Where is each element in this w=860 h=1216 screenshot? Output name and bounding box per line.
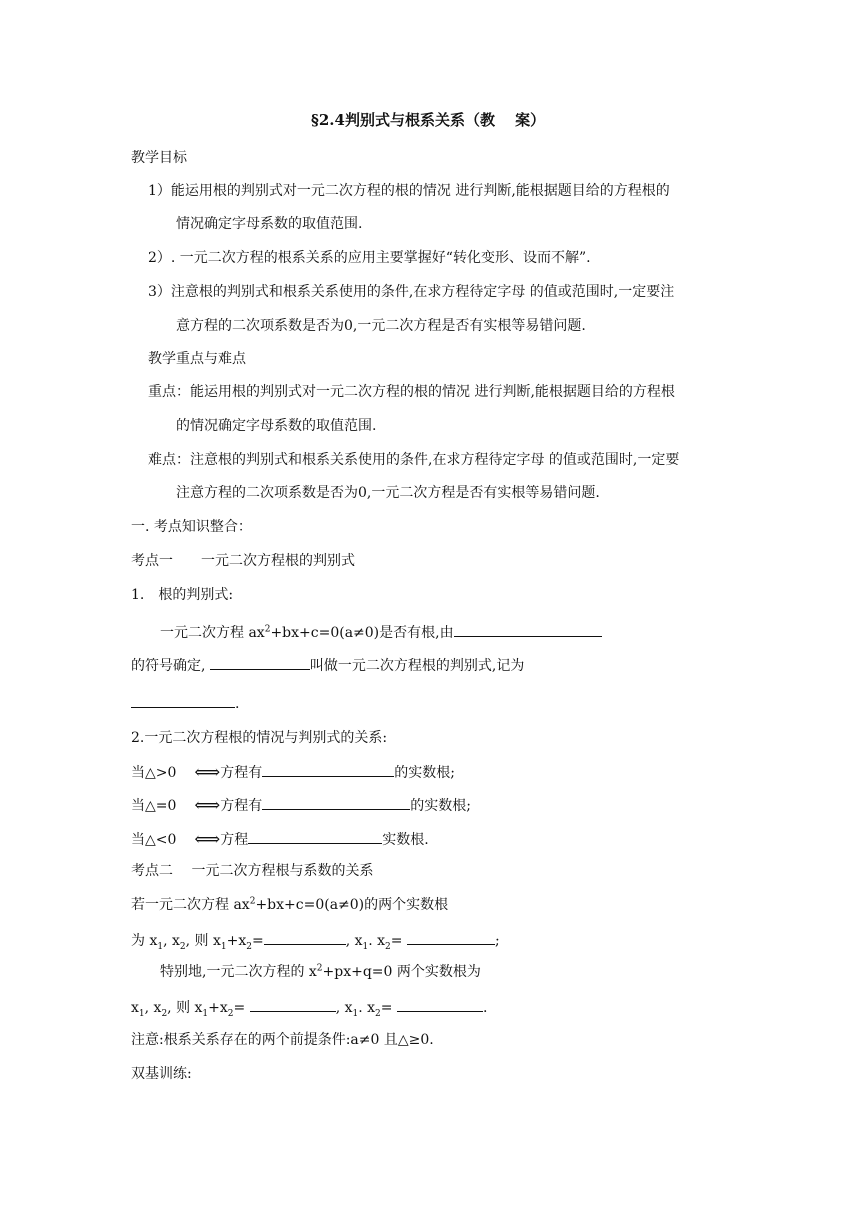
fill-blank[interactable] [248,829,382,844]
fill-blank[interactable] [397,997,483,1012]
kp2-l4-end: . [482,1000,488,1016]
focus-heading: 教学重点与难点 [148,351,246,367]
case2-text: 方程有 [220,798,263,814]
kp2-l2-f: , x [345,933,363,949]
kp2-l1-sup: 2 [249,896,256,907]
case-positive [131,762,455,782]
kp2-heading: 考点二 一元二次方程根与系数的关系 [131,863,374,879]
case2-end: 的实数根; [410,798,471,814]
kp2-l2-e: = [251,933,264,949]
kp1-equation-line [160,622,602,642]
subscript: 2 [227,1008,234,1019]
eq-text-a: 一元二次方程 ax [160,625,265,641]
kp1-heading: 考点一 一元二次方程根的判别式 [131,553,355,569]
goal-3-line-2: 意方程的二次项系数是否为0,一元二次方程是否有实根等易错问题. [176,318,586,334]
kp2-l2-end: ; [494,933,500,949]
kp1-line2 [131,655,524,675]
fill-blank[interactable] [262,795,410,810]
kp2-l1-a: 若一元二次方程 ax [131,897,250,913]
goal-1-line-2: 情况确定字母系数的取值范围. [176,216,363,232]
case3-condition: 当△<0 [131,832,177,848]
goal-1-line-1: 1）能运用根的判别式对一元二次方程的根的情况 进行判断,能根据题目给的方程根的 [148,183,670,199]
case1-end: 的实数根; [394,765,455,781]
fill-blank[interactable] [264,930,346,945]
subscript: 1 [202,1008,209,1019]
key-point-line-1: 重点：能运用根的判别式对一元二次方程的根的情况 进行判断,能根据题目给的方程根 [148,384,675,400]
kp2-line2 [131,930,500,950]
case1-text: 方程有 [220,765,263,781]
difficulty-line-1: 难点：注意根的判别式和根系关系使用的条件,在求方程待定字母 的值或范围时,一定要 [148,452,680,468]
subscript: 1 [138,1008,145,1019]
fill-blank[interactable] [210,655,310,670]
difficulty-line-2: 注意方程的二次项系数是否为0,一元二次方程是否有实根等易错问题. [176,485,600,501]
case3-end: 实数根. [382,832,429,848]
kp2-l4-f: , x [335,1000,353,1016]
case-zero [131,795,471,815]
equivalence-arrow-icon: ⟺ [194,829,221,850]
drill-heading: 双基训练: [131,1066,192,1082]
subscript: 1 [157,941,164,952]
note: 注意:根系关系存在的两个前提条件:a≠0 且△≥0. [131,1032,434,1048]
line2-text-a: 的符号确定, [131,658,206,674]
subscript: 2 [375,1008,381,1019]
kp1-sub2: 2.一元二次方程根的情况与判别式的关系: [131,730,388,746]
fill-blank[interactable] [262,762,394,777]
kp2-l2-g: . x [368,933,386,949]
kp2-line4 [131,997,487,1017]
case-negative [131,829,429,849]
kp2-l2-d: +x [226,933,247,949]
subscript: 2 [246,941,252,952]
kp2-l4-g: . x [358,1000,376,1016]
page-title: §2.4判别式与根系关系（教 案） [311,111,546,129]
kp1-line3 [131,693,239,713]
kp2-l2-c: , 则 x [185,933,221,949]
eq-sup: 2 [264,624,271,635]
kp2-l3-a: 特别地,一元二次方程的 x [160,964,317,980]
line2-text-b: 叫做一元二次方程根的判别式,记为 [309,658,525,674]
kp2-l4-h: = [380,1000,393,1016]
subscript: 2 [179,941,186,952]
key-point-line-2: 的情况确定字母系数的取值范围. [176,418,377,434]
equivalence-arrow-icon: ⟺ [194,762,221,783]
case1-condition: 当△>0 [131,765,177,781]
subscript: 1 [220,941,227,952]
goals-heading: 教学目标 [131,150,187,166]
eq-text-b: +bx+c=0(a≠0)是否有根,由 [270,625,454,641]
kp2-line3 [160,963,481,981]
kp2-l1-b: +bx+c=0(a≠0)的两个实数根 [255,897,449,913]
kp2-l2-a: 为 x [131,933,158,949]
subscript: 2 [385,941,391,952]
kp2-l4-a: x [131,1000,139,1016]
line3-end: . [235,696,240,712]
kp2-l2-b: , x [163,933,180,949]
kp2-l4-d: +x [208,1000,228,1016]
kp2-l3-sup: 2 [316,963,323,974]
subscript: 1 [352,1008,359,1019]
kp2-l4-c: , 则 x [167,1000,203,1016]
kp2-l2-h: = [390,933,403,949]
kp2-line1 [131,896,448,914]
fill-blank[interactable] [131,693,235,708]
fill-blank[interactable] [250,997,336,1012]
kp2-l4-b: , x [144,1000,162,1016]
goal-2: 2）. 一元二次方程的根系关系的应用主要掌握好“转化变形、设而不解”. [148,250,591,266]
section-heading: 一. 考点知识整合： [131,519,252,535]
fill-blank[interactable] [454,622,602,637]
goal-3-line-1: 3）注意根的判别式和根系关系使用的条件,在求方程待定字母 的值或范围时,一定要注 [148,284,675,300]
kp2-l4-e: = [233,1000,246,1016]
subscript: 2 [161,1008,168,1019]
case2-condition: 当△=0 [131,798,177,814]
subscript: 1 [362,941,369,952]
fill-blank[interactable] [407,930,495,945]
kp1-sub1: 1. 根的判别式: [131,587,234,603]
case3-text: 方程 [220,832,249,848]
kp2-l3-b: +px+q=0 两个实数根为 [322,964,481,980]
equivalence-arrow-icon: ⟺ [194,795,221,816]
